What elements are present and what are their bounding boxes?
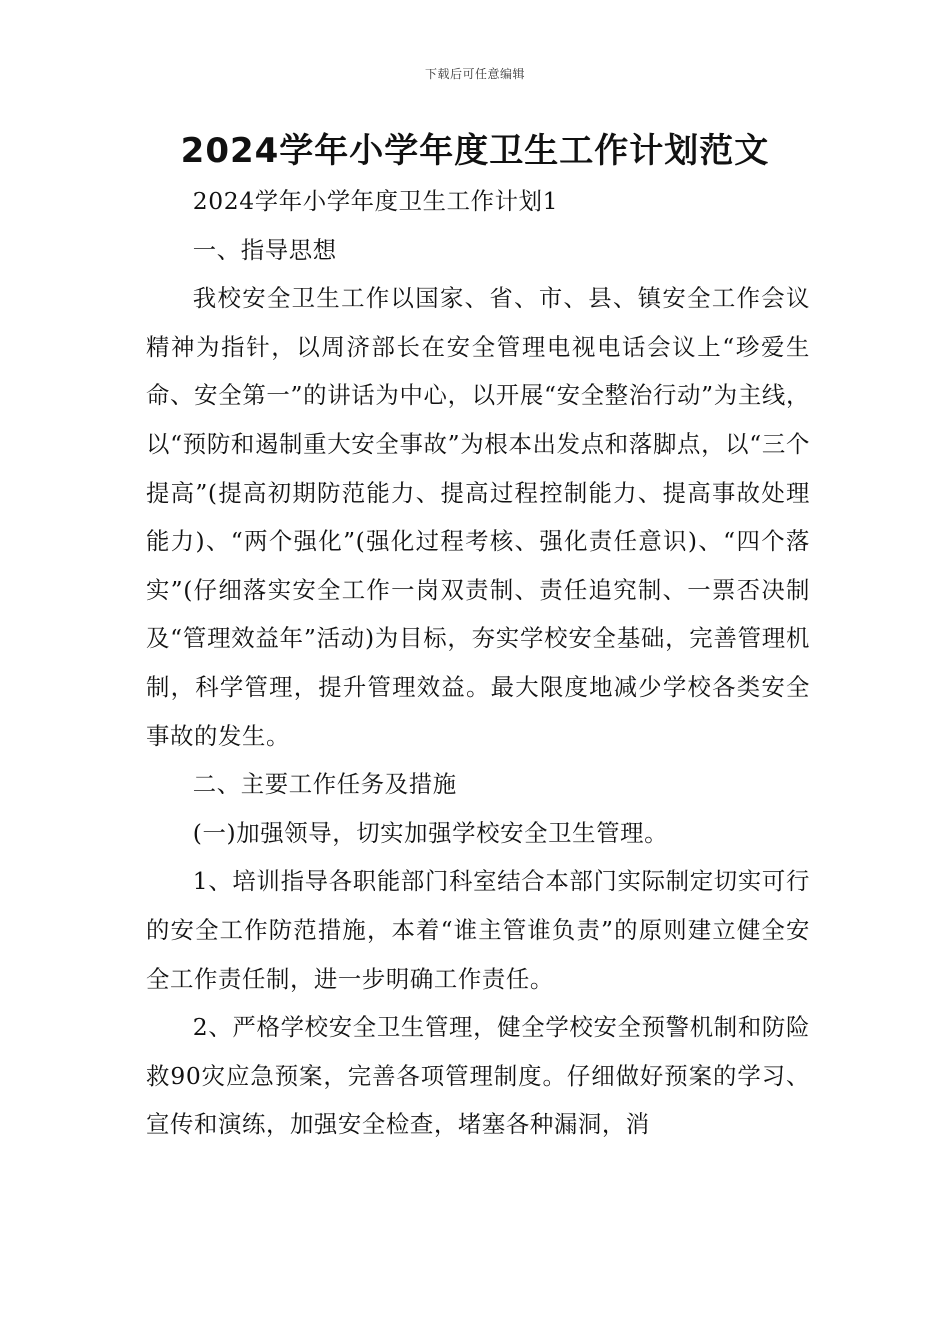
body-paragraph: 1、培训指导各职能部门科室结合本部门实际制定切实可行的安全工作防范措施，本着“谁主管谁负责”的原则建立健全安全工作责任制，进一步明确工作责任。: [146, 867, 810, 993]
section-heading-guiding-ideology: 一、指导思想: [192, 235, 337, 264]
section-heading-main-tasks: 二、主要工作任务及措施: [192, 770, 457, 799]
subsection-heading: (一)加强领导，切实加强学校安全卫生管理。: [192, 818, 669, 847]
body-paragraph: 2、严格学校安全卫生管理，健全学校安全预警机制和防险救90灾应急预案，完善各项管理制度。仔细做好预案的学习、宣传和演练，加强安全检查，堵塞各种漏洞，消: [146, 1013, 810, 1139]
body-paragraph: 我校安全卫生工作以国家、省、市、县、镇安全工作会议精神为指针，以周济部长在安全管理电视电话会议上“珍爱生命、安全第一”的讲话为中心，以开展“安全整治行动”为主线，以“预防和遏制重大安全事故”为根本出发点和落脚点，以“三个提高”(提高初期防范能力、提高过程控制能力、提高事故处理能力)、“两个强化”(强化过程考核、强化责任意识)、“四个落实”(仔细落实安全工作一岗双责制、责任追究制、一票否决制及“管理效益年”活动)为目标，夯实学校安全基础，完善管理机制，科学管理，提升管理效益。最大限度地减少学校各类安全事故的发生。: [146, 284, 810, 750]
document-body: [146, 177, 810, 1149]
document-title: 2024学年小学年度卫生工作计划范文: [180, 131, 770, 171]
section-subtitle: 2024学年小学年度卫生工作计划1: [192, 187, 559, 215]
header-note: 下载后可任意编辑: [424, 67, 525, 81]
